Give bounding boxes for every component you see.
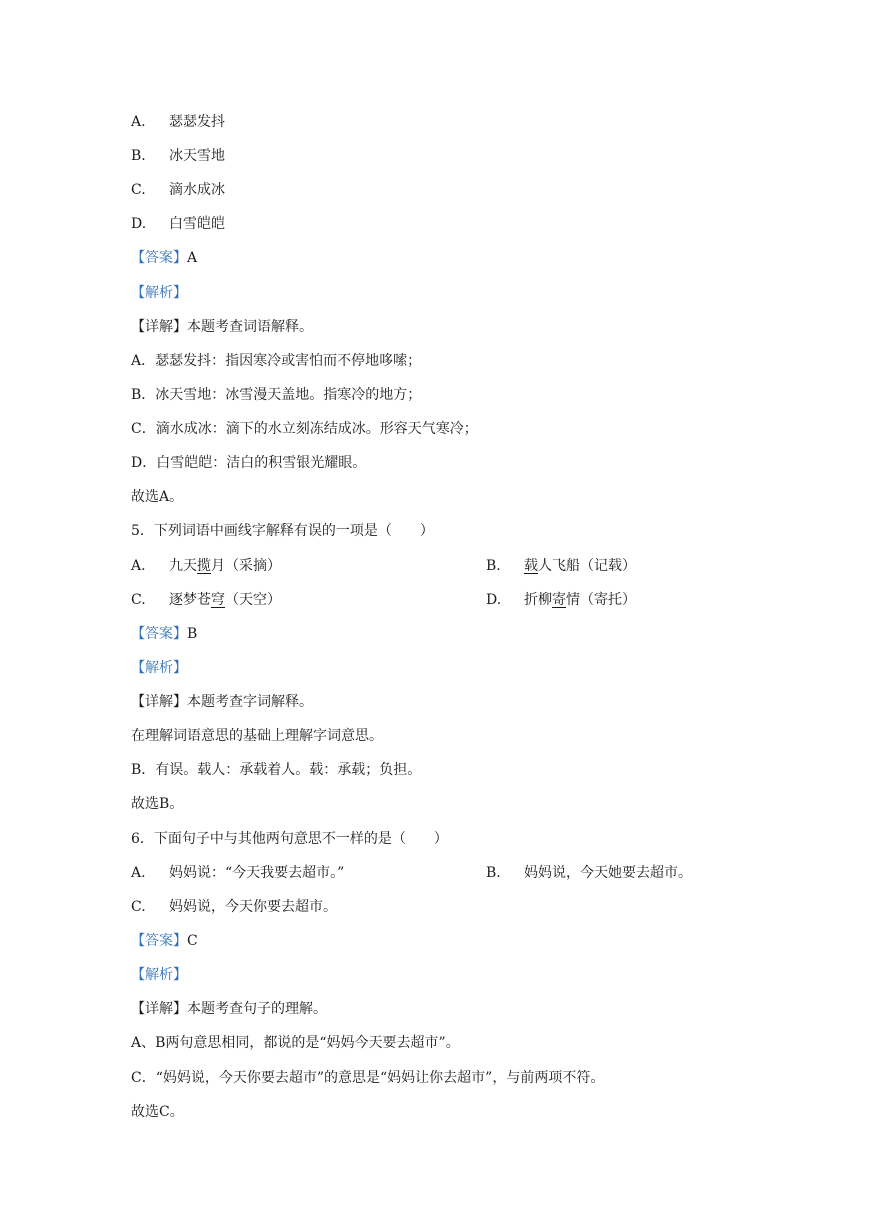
q5-line-1: 在理解词语意思的基础上理解字词意思。 [131,728,383,744]
detail-tag: 【详解】 [131,319,187,335]
q6-answer: 【答案】C [131,933,198,949]
q6-option-a: A. 妈妈说：“今天我要去超市。” [131,865,345,881]
q4-conclusion: 故选A。 [131,489,184,505]
q5-line-2: B．有误。载人：承载着人。载：承载；负担。 [131,762,422,778]
q6-line-1: A、B两句意思相同，都说的是“妈妈今天要去超市”。 [131,1035,460,1051]
q6-analysis-tag: 【解析】 [131,967,187,983]
underlined-char: 穹 [211,592,225,608]
q5-option-d: D. 折柳寄情（寄托） [486,592,636,608]
q5-detail: 【详解】本题考查字词解释。 [131,694,313,710]
q6-conclusion: 故选C。 [131,1104,184,1120]
underlined-char: 载 [524,558,538,574]
q4-option-b: B. 冰天雪地 [131,148,225,164]
answer-tag: 【答案】 [131,626,187,642]
underlined-char: 寄 [552,592,566,608]
detail-tag: 【详解】 [131,1001,187,1017]
underlined-char: 揽 [197,558,211,574]
q6-option-b: B. 妈妈说，今天她要去超市。 [486,865,692,881]
q6-line-2: C．“妈妈说，今天你要去超市”的意思是“妈妈让你去超市”，与前两项不符。 [131,1070,605,1086]
q5-stem: 5．下列词语中画线字解释有误的一项是（ ） [131,523,434,539]
q5-option-c: C. 逐梦苍穹（天空） [131,592,281,608]
q4-option-a: A. 瑟瑟发抖 [131,114,225,130]
q6-detail: 【详解】本题考查句子的理解。 [131,1001,327,1017]
q4-option-c: C. 滴水成冰 [131,182,225,198]
q5-answer: 【答案】B [131,626,198,642]
q4-answer: 【答案】A [131,250,198,266]
q5-option-a: A. 九天揽月（采摘） [131,558,281,574]
q5-option-b: B. 载人飞船（记载） [486,558,636,574]
q4-explanation-a: A．瑟瑟发抖：指因寒冷或害怕而不停地哆嗦； [131,353,422,369]
q4-explanation-d: D．白雪皑皑：洁白的积雪银光耀眼。 [131,455,367,471]
detail-tag: 【详解】 [131,694,187,710]
q4-option-d: D. 白雪皑皑 [131,216,225,232]
q4-explanation-c: C．滴水成冰：滴下的水立刻冻结成冰。形容天气寒冷； [131,421,478,437]
q4-explanation-b: B．冰天雪地：冰雪漫天盖地。指寒冷的地方； [131,387,422,403]
q4-detail: 【详解】本题考查词语解释。 [131,319,313,335]
answer-tag: 【答案】 [131,250,187,266]
q5-conclusion: 故选B。 [131,796,184,812]
q5-analysis-tag: 【解析】 [131,660,187,676]
q4-analysis-tag: 【解析】 [131,285,187,301]
q6-stem: 6．下面句子中与其他两句意思不一样的是（ ） [131,831,448,847]
q6-option-c: C. 妈妈说，今天你要去超市。 [131,899,337,915]
answer-tag: 【答案】 [131,933,187,949]
